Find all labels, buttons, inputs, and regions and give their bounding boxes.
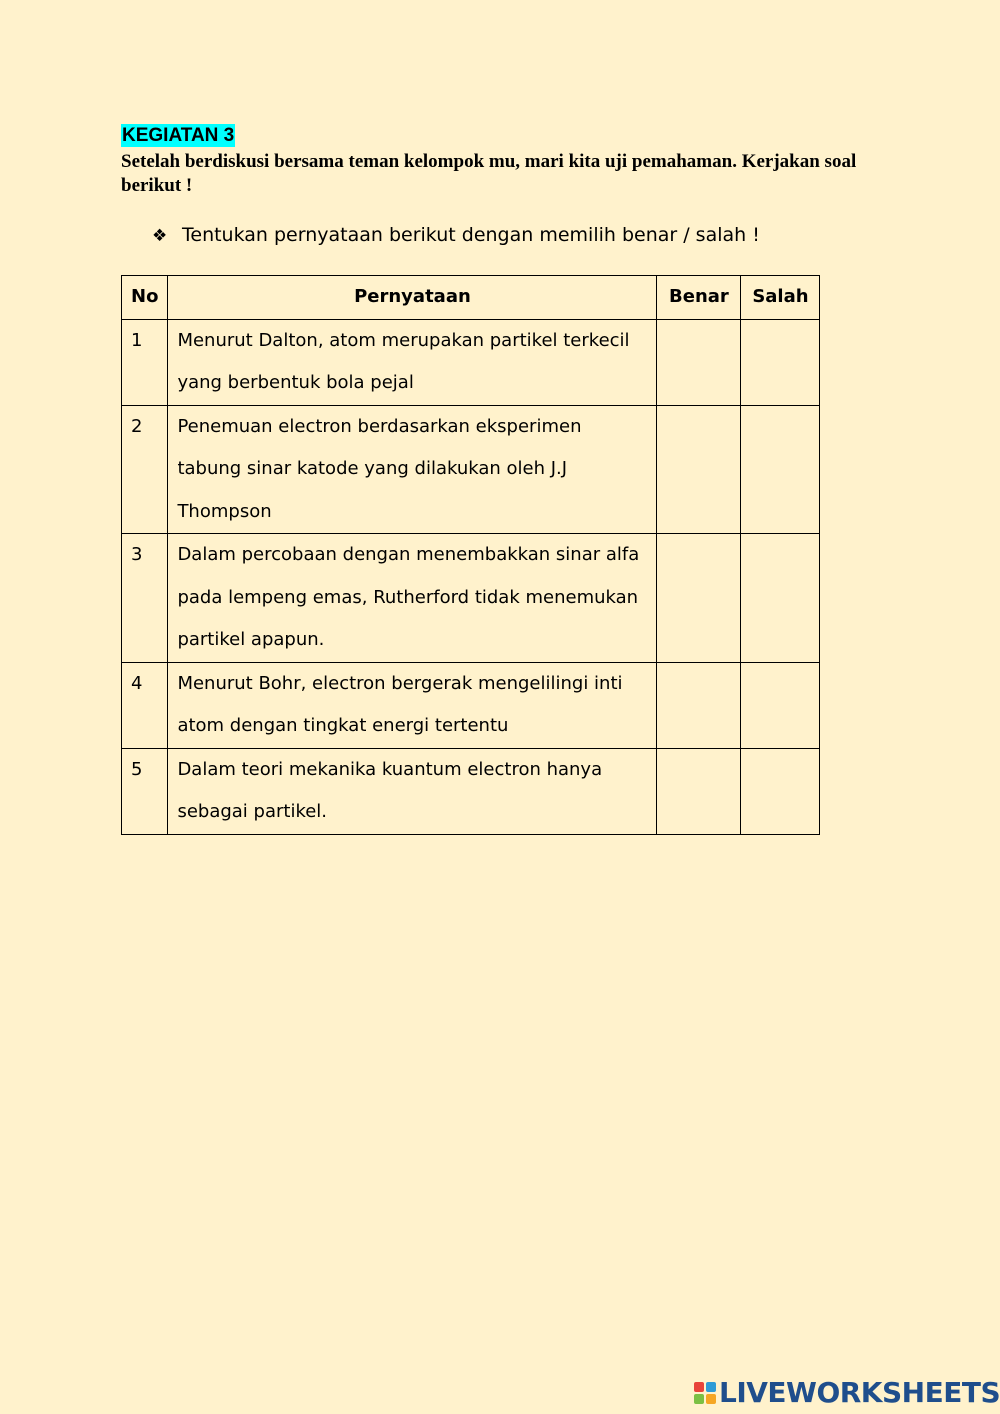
table-header-row bbox=[122, 276, 820, 320]
logo-icon bbox=[694, 1382, 716, 1404]
answer-false-cell[interactable] bbox=[741, 534, 820, 663]
header-statement: Pernyataan bbox=[168, 276, 657, 320]
row-number: 4 bbox=[122, 662, 168, 748]
instruction bbox=[152, 222, 760, 249]
row-statement: Dalam percobaan dengan menembakkan sinar alfa pada lempeng emas, Rutherford tidak menemukan partikel apapun. bbox=[168, 534, 657, 663]
answer-false-cell[interactable] bbox=[741, 662, 820, 748]
header-true: Benar bbox=[657, 276, 741, 320]
row-statement: Menurut Dalton, atom merupakan partikel terkecil yang berbentuk bola pejal bbox=[168, 319, 657, 405]
row-statement: Menurut Bohr, electron bergerak mengelilingi inti atom dengan tingkat energi tertentu bbox=[168, 662, 657, 748]
row-number: 3 bbox=[122, 534, 168, 663]
answer-false-cell[interactable] bbox=[741, 748, 820, 834]
logo-square bbox=[706, 1394, 716, 1404]
row-number: 5 bbox=[122, 748, 168, 834]
answer-false-cell[interactable] bbox=[741, 319, 820, 405]
bullet-icon: ❖ bbox=[152, 226, 168, 246]
header-no: No bbox=[122, 276, 168, 320]
row-statement: Penemuan electron berdasarkan eksperimen tabung sinar katode yang dilakukan oleh J.J Thompson bbox=[168, 405, 657, 534]
row-number: 1 bbox=[122, 319, 168, 405]
answer-true-cell[interactable] bbox=[657, 319, 741, 405]
logo-text: LIVEWORKSHEETS bbox=[719, 1376, 1000, 1409]
table-row bbox=[122, 662, 820, 748]
table-row bbox=[122, 405, 820, 534]
liveworksheets-logo bbox=[694, 1376, 1000, 1409]
instruction-text: Tentukan pernyataan berikut dengan memilih benar / salah ! bbox=[182, 224, 760, 246]
row-number: 2 bbox=[122, 405, 168, 534]
header-false: Salah bbox=[741, 276, 820, 320]
answer-true-cell[interactable] bbox=[657, 534, 741, 663]
intro-text: Setelah berdiskusi bersama teman kelompok mu, mari kita uji pemahaman. Kerjakan soal berikut ! bbox=[121, 151, 857, 196]
answer-false-cell[interactable] bbox=[741, 405, 820, 534]
table-row bbox=[122, 534, 820, 663]
answer-true-cell[interactable] bbox=[657, 662, 741, 748]
answer-true-cell[interactable] bbox=[657, 405, 741, 534]
answer-true-cell[interactable] bbox=[657, 748, 741, 834]
activity-title: KEGIATAN 3 bbox=[122, 125, 235, 146]
logo-square bbox=[706, 1382, 716, 1392]
table-row bbox=[122, 748, 820, 834]
logo-square bbox=[694, 1394, 704, 1404]
logo-square bbox=[694, 1382, 704, 1392]
table-row bbox=[122, 319, 820, 405]
row-statement: Dalam teori mekanika kuantum electron hanya sebagai partikel. bbox=[168, 748, 657, 834]
statement-table bbox=[121, 275, 820, 835]
